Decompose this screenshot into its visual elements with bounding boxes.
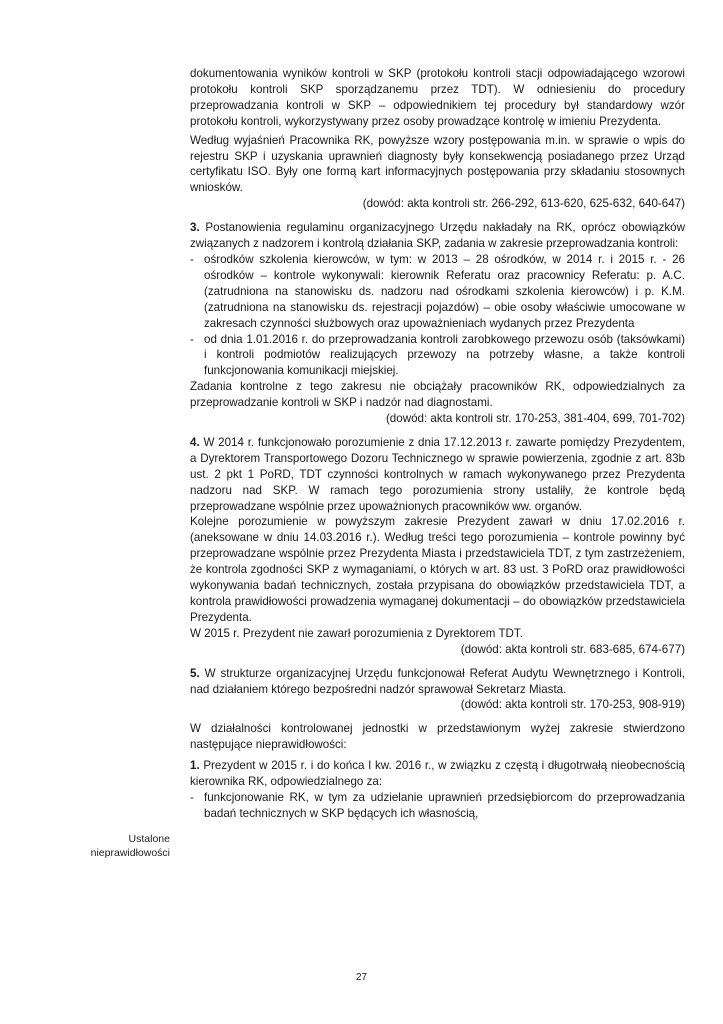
section-4-text: W 2014 r. funkcjonowało porozumienie z dnia 17.12.2013 r. zawarte pomiędzy Prezydentem, a Dyrektorem Transportowego Dozoru Technicznego w sprawie powierzenia, zgodnie z art. 83b ust. 2 pkt 1 PoRD, TDT czynności kontrolnych w ramach wykonywanego przez Prezydenta nadzoru nad SKP. W ramach tego porozumienia strony ustaliły, że kontrole będą przeprowadzane wspólnie przez upoważnionych pracowników ww. organów. [190,435,685,513]
section-3-intro [190,220,685,252]
evidence-reference: (dowód: akta kontroli str. 266-292, 613-620, 625-632, 640-647) [362,197,685,211]
paragraph-intro-1: dokumentowania wyników kontroli w SKP (protokołu kontroli stacji odpowiadającego wzorowi protokołu kontroli SKP sporządzanemu przez TDT). W odniesieniu do procedury przeprowadzania kontroli w SKP – odpowiednikiem tej procedury był standardowy wzór protokołu kontroli, wykorzystywany przez osoby prowadzące kontrolę w imieniu Prezydenta. [190,67,685,128]
finding-number: 1. [190,759,200,773]
page-number: 27 [355,972,368,983]
section-5-text: W strukturze organizacyjnej Urzędu funkcjonował Referat Audytu Wewnętrznego i Kontroli, nad działaniem którego bezpośredni nadzór sprawował Sekretarz Miasta. [190,666,685,696]
margin-heading [70,832,170,860]
section-3-list [190,252,685,379]
section-4-paragraph-1 [190,435,685,515]
finding-1-text: Prezydent w 2015 r. i do końca I kw. 2016 r., w związku z częstą i długotrwałą nieobecnością kierownika RK, odpowiedzialnego za: [190,759,685,789]
section-3-outro: Zadania kontrolne z tego zakresu nie obciążały pracowników RK, odpowiedzialnych za przeprowadzanie kontroli w SKP i nadzór nad diagnostami. [190,380,685,410]
evidence-reference: (dowód: akta kontroli str. 170-253, 908-919) [460,698,685,712]
section-number: 3. [190,221,200,235]
section-4-paragraph-2: Kolejne porozumienie w powyższym zakresie Prezydent zawarł w dniu 17.02.2016 r. (aneksowane w dniu 14.03.2016 r.). Według treści tego porozumienia – kontrole powinny być przeprowadzane wspólnie przez Prezydenta Miasta i przedstawiciela TDT, z tym zastrzeżeniem, że kontrola zgodności SKP z wymaganiami, o których w art. 83 ust. 3 PoRD oraz prawidłowości wykonywania badań technicznych, została przypisana do obowiązków przedstawiciela TDT, a kontrola prawidłowości prowadzenia wymaganej dokumentacji – do obowiązków przedstawiciela Prezydenta. [190,515,685,624]
list-item: - od dnia 1.01.2016 r. do przeprowadzania kontroli zarobkowego przewozu osób (taksówkami) i kontroli podmiotów realizujących przewozy na potrzeby własne, a także kontroli funkcjonowania komunikacji miejskiej. [190,332,685,380]
irregularities-intro: W działalności kontrolowanej jednostki w przedstawionym wyżej zakresie stwierdzono następujące nieprawidłowości: [190,722,685,752]
list-item: - funkcjonowanie RK, w tym za udzielanie uprawnień przedsiębiorcom do przeprowadzania badań technicznych w SKP będących ich własnością, [190,790,685,822]
list-item: - ośrodków szkolenia kierowców, w tym: w 2013 – 28 ośrodków, w 2014 r. i 2015 r. - 26 ośrodków – kontrole wykonywali: kierownik Referatu oraz pracownicy Referatu: p. A.C. (zatrudniona na stanowisku ds. nadzoru nad ośrodkami szkolenia kierowców) i p. K.M. (zatrudniona na stanowisku ds. rejestracji pojazdów) – obie osoby właściwie umocowane w zakresach czynności służbowych oraz upoważnieniach wydanych przez Prezydenta [190,252,685,332]
section-3-intro-text: Postanowienia regulaminu organizacyjnego Urzędu nakładały na RK, oprócz obowiązków związanych z nadzorem i kontrolą działania SKP, zadania w zakresie przeprowadzania kontroli: [190,221,685,251]
paragraph-intro-2: Według wyjaśnień Pracownika RK, powyższe wzory postępowania m.in. w sprawie o wpis do rejestru SKP i uzyskania uprawnień diagnosty były konsekwencją posiadanego przez Urząd certyfikatu ISO. Były one formą kart informacyjnych postępowania przy składaniu stosownych wniosków. [190,133,685,195]
evidence-reference: (dowód: akta kontroli str. 683-685, 674-677) [460,642,685,656]
section-4-paragraph-3: W 2015 r. Prezydent nie zawarł porozumienia z Dyrektorem TDT. [190,626,523,640]
section-number: 5. [190,666,200,680]
section-number: 4. [190,435,200,449]
section-5-paragraph [190,666,685,698]
finding-1-intro [190,758,685,790]
finding-1-list [190,790,685,822]
margin-heading-line: Ustalone [128,833,170,845]
margin-heading-line: nieprawidłowości [90,847,170,859]
evidence-reference: (dowód: akta kontroli str. 170-253, 381-404, 699, 701-702) [385,412,685,426]
main-text-column [190,66,685,822]
